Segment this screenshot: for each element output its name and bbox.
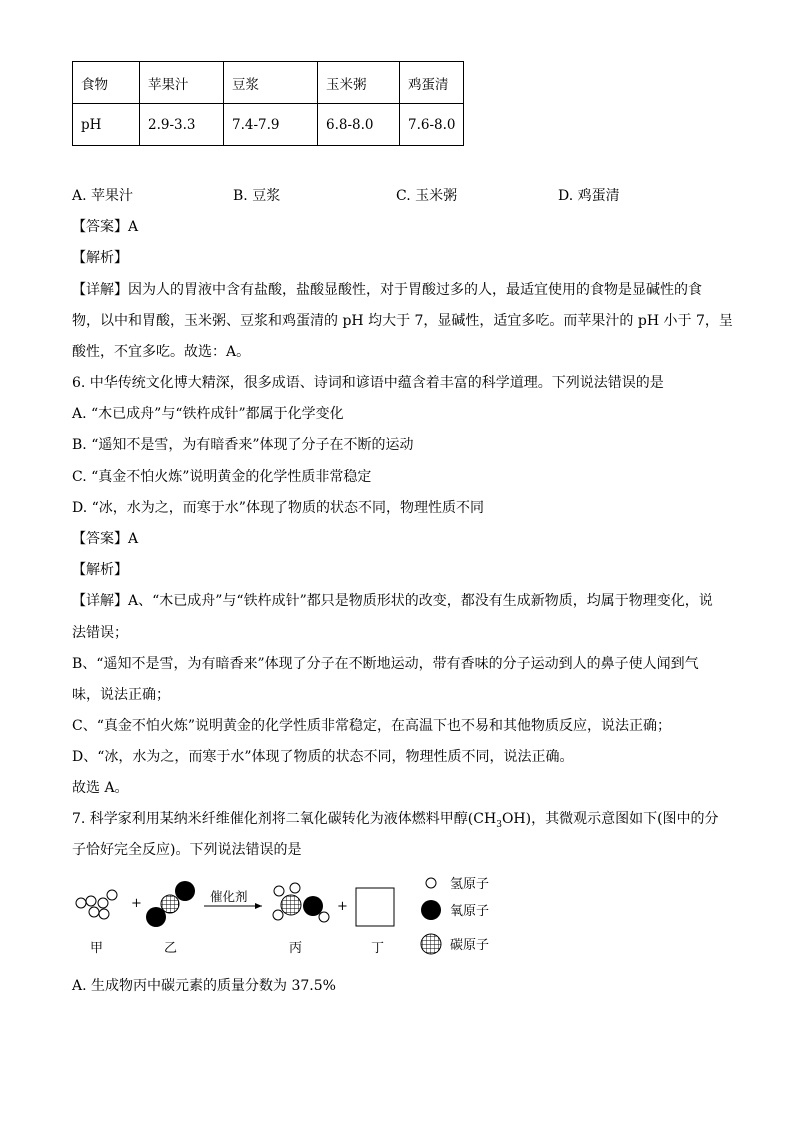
carbon-atom-icon bbox=[421, 934, 441, 954]
table-cell: pH bbox=[73, 104, 140, 146]
legend bbox=[421, 877, 489, 954]
q6-option-c: C. “真金不怕火炼”说明黄金的化学性质非常稳定 bbox=[72, 469, 372, 485]
q5-option-c: C. 玉米粥 bbox=[396, 188, 458, 204]
plus-sign: + bbox=[131, 896, 142, 911]
label-yi: 乙 bbox=[164, 941, 178, 956]
oxygen-atom-icon bbox=[421, 900, 441, 920]
q6-detail-line: 故选 A。 bbox=[72, 780, 129, 796]
ph-table bbox=[72, 61, 464, 146]
q5-detail-line: 酸性，不宜多吃。故选：A。 bbox=[72, 344, 251, 360]
table-cell: 苹果汁 bbox=[140, 62, 224, 104]
plus-sign: + bbox=[337, 899, 348, 914]
q6-detail-line: B、“遥知不是雪，为有暗香来”体现了分子在不断地运动，带有香味的分子运动到人的鼻子使人闻到气 bbox=[72, 656, 699, 672]
arrow-head-icon bbox=[255, 903, 262, 909]
q6-option-b: B. “遥知不是雪，为有暗香来”体现了分子在不断的运动 bbox=[72, 437, 414, 453]
q6-detail-line: C、“真金不怕火炼”说明黄金的化学性质非常稳定，在高温下也不易和其他物质反应，说法正确； bbox=[72, 718, 672, 734]
methanol-molecule bbox=[273, 883, 329, 922]
table-cell: 玉米粥 bbox=[318, 62, 400, 104]
reaction-diagram bbox=[70, 872, 510, 962]
table-cell: 食物 bbox=[73, 62, 140, 104]
q7-option-a: A. 生成物丙中碳元素的质量分数为 37.5% bbox=[72, 978, 336, 994]
q6-answer: 【答案】A bbox=[72, 531, 139, 547]
q6-detail-line: 【详解】A、“木已成舟”与“铁杵成针”都只是物质形状的改变，都没有生成新物质，均属于物理变化，说 bbox=[72, 593, 713, 609]
catalyst-label: 催化剂 bbox=[210, 889, 248, 904]
table-cell: 鸡蛋清 bbox=[400, 62, 464, 104]
hydrogen-molecules bbox=[76, 890, 117, 919]
legend-oxygen: 氧原子 bbox=[450, 904, 490, 919]
q5-option-b: B. 豆浆 bbox=[233, 188, 281, 204]
q6-option-d: D. “冰，水为之，而寒于水”体现了物质的状态不同，物理性质不同 bbox=[72, 500, 484, 516]
q6-stem: 6. 中华传统文化博大精深，很多成语、诗词和谚语中蕴含着丰富的科学道理。下列说法错误的是 bbox=[72, 375, 664, 391]
q5-analysis-heading: 【解析】 bbox=[72, 250, 128, 266]
table-header-row bbox=[73, 62, 464, 104]
carbon-dioxide-molecule bbox=[146, 881, 195, 927]
table-cell: 豆浆 bbox=[224, 62, 318, 104]
table-cell: 2.9-3.3 bbox=[140, 104, 224, 146]
q6-detail-line: 法错误； bbox=[72, 625, 128, 641]
q6-detail-line: 味，说法正确； bbox=[72, 687, 170, 703]
label-ding: 丁 bbox=[371, 941, 385, 956]
q6-detail-line: D、“冰，水为之，而寒于水”体现了物质的状态不同，物理性质不同，说法正确。 bbox=[72, 749, 574, 765]
q5-option-d: D. 鸡蛋清 bbox=[558, 188, 620, 204]
table-cell: 6.8-8.0 bbox=[318, 104, 400, 146]
table-cell: 7.6-8.0 bbox=[400, 104, 464, 146]
hydrogen-atom-icon bbox=[426, 878, 436, 888]
q5-option-a: A. 苹果汁 bbox=[72, 188, 134, 204]
q5-detail-line: 【详解】因为人的胃液中含有盐酸，盐酸显酸性，对于胃酸过多的人，最适宜使用的食物是显碱性的食 bbox=[72, 282, 702, 298]
unknown-product-box bbox=[356, 888, 394, 926]
label-bing: 丙 bbox=[289, 941, 303, 956]
table-cell: 7.4-7.9 bbox=[224, 104, 318, 146]
q7-stem: 7. 科学家利用某纳米纤维催化剂将二氧化碳转化为液体燃料甲醇$(CH_3OH)$，其微观示意图如下(图中的分 bbox=[72, 811, 719, 830]
label-jia: 甲 bbox=[90, 941, 104, 956]
q6-analysis-heading: 【解析】 bbox=[72, 562, 128, 578]
legend-hydrogen: 氢原子 bbox=[450, 877, 490, 892]
table-row bbox=[73, 104, 464, 146]
q5-detail-line: 物，以中和胃酸，玉米粥、豆浆和鸡蛋清的 pH 均大于 7，显碱性，适宜多吃。而苹果汁的 pH 小于 7，呈 bbox=[72, 313, 733, 329]
q6-option-a: A. “木已成舟”与“铁杵成针”都属于化学变化 bbox=[72, 406, 344, 422]
q5-answer: 【答案】A bbox=[72, 219, 139, 235]
q7-stem-cont: 子恰好完全反应)。下列说法错误的是 bbox=[72, 842, 302, 858]
legend-carbon: 碳原子 bbox=[450, 938, 490, 953]
